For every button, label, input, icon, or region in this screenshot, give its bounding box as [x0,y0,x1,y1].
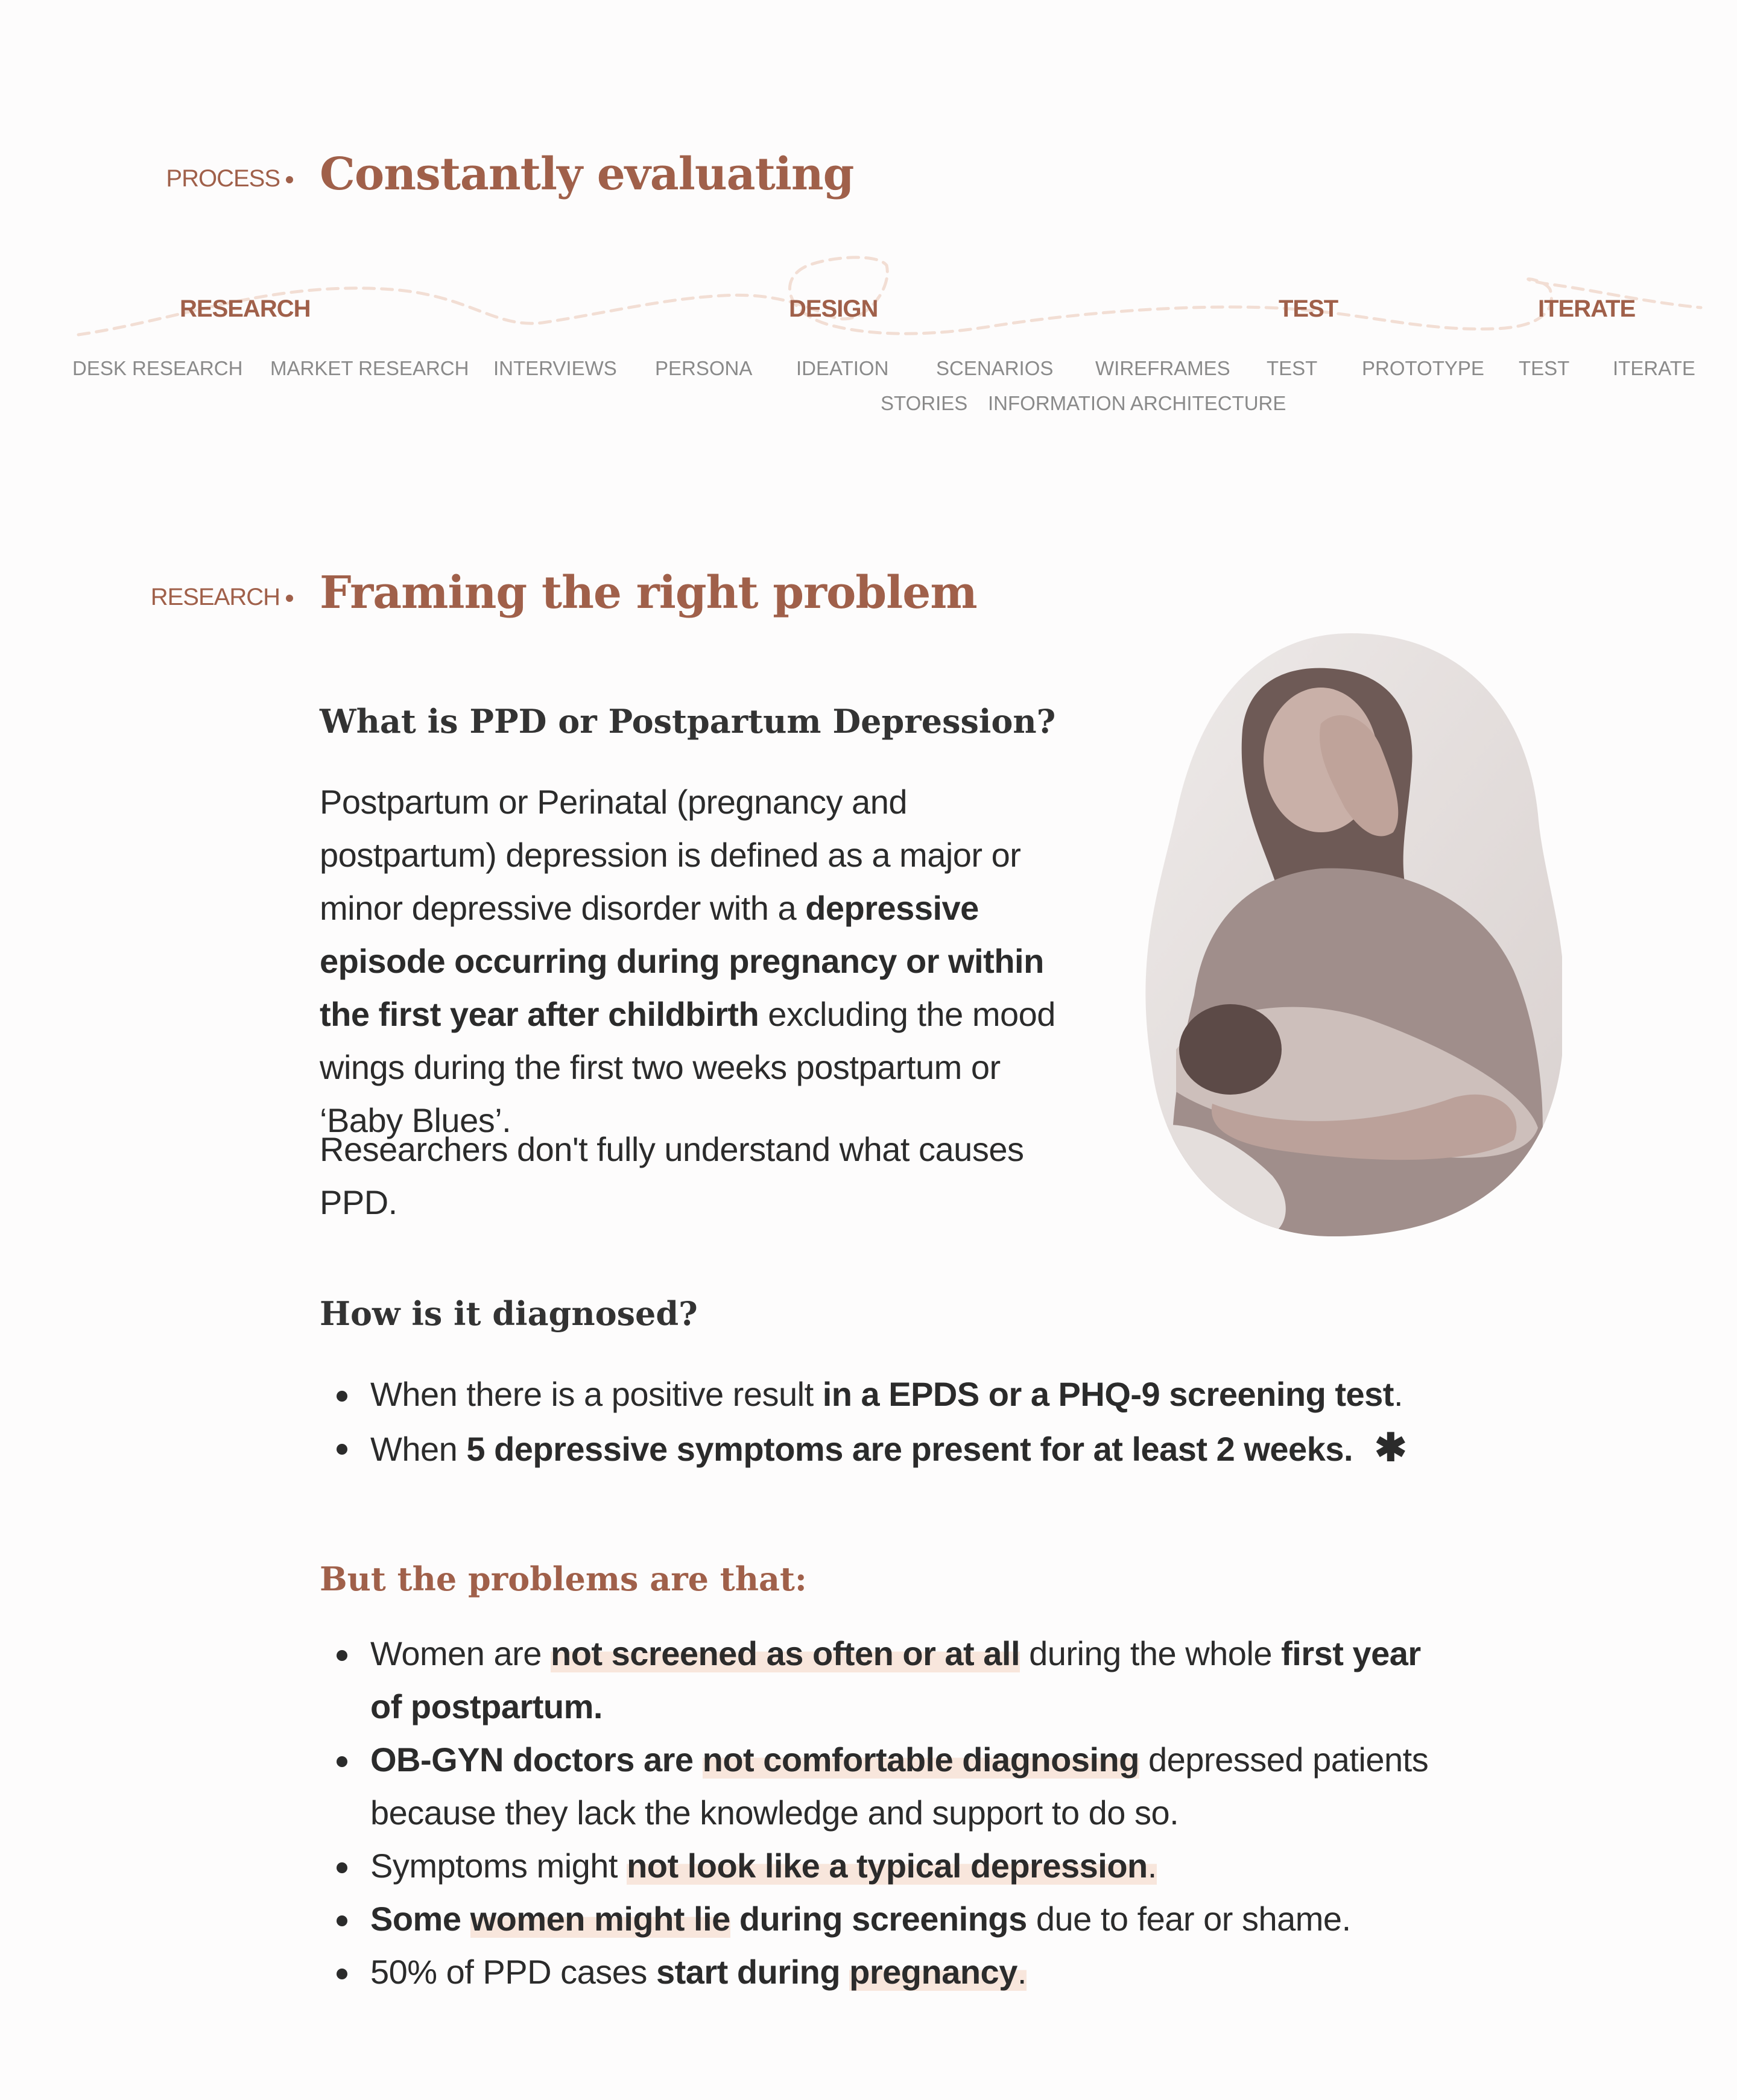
step-prototype: PROTOTYPE [1362,357,1484,379]
step-desk-research: DESK RESEARCH [72,357,243,379]
research-section-label [52,584,293,611]
process-path [78,258,1701,335]
definition-text-bold: depressive episode occurring during pregnancy or within the first year after childbirth [320,889,1044,1033]
list-item [320,1627,1441,1733]
list-item-text: due to fear or shame. [1027,1900,1351,1938]
list-item-bold: start during [656,1953,850,1991]
step-scenarios: SCENARIOS [936,357,1054,379]
step-iterate: ITERATE [1613,357,1695,379]
list-item [320,1733,1441,1839]
research-title: Framing the right problem [320,567,977,619]
phase-test: TEST [1279,296,1338,322]
step-persona: PERSONA [655,357,753,379]
list-item-text: . [1393,1375,1403,1413]
list-item-text: . [1147,1847,1157,1885]
definition-text-b: excluding the mood wings during the first two weeks postpartum or ‘Baby Blues’. [320,995,1055,1139]
process-label-text: PROCESS [166,165,280,192]
bullet-dot [286,176,293,183]
list-item-bold: OB-GYN doctors are [370,1741,703,1779]
problems-list [320,1627,1441,1999]
list-item-bold: Some [370,1900,470,1938]
list-item-bold: 5 depressive symptoms are present for at least 2 weeks. [466,1430,1353,1468]
step-market-research: MARKET RESEARCH [270,357,469,379]
list-item [320,1893,1441,1946]
list-item-text: When there is a positive result [370,1375,823,1413]
phase-design: DESIGN [789,296,878,322]
step-test-2: TEST [1519,357,1570,379]
list-item [320,1368,1466,1421]
diagnosed-heading: How is it diagnosed? [320,1294,698,1333]
phase-iterate: ITERATE [1538,296,1636,322]
list-item-text: Symptoms might [370,1847,627,1885]
list-item [320,1421,1466,1476]
list-item-bold: first year of postpartum. [370,1634,1421,1725]
step-interviews: INTERVIEWS [493,357,617,379]
process-title: Constantly evaluating [320,148,854,200]
research-label-text: RESEARCH [150,584,280,610]
list-item-text: . [1017,1953,1027,1991]
list-item-text: during the whole [1020,1634,1282,1672]
problems-heading: But the problems are that: [320,1560,807,1598]
highlighted-text: pregnancy [849,1953,1017,1991]
ppd-definition-paragraph [320,776,1092,1147]
causes-paragraph: Researchers don't fully understand what causes PPD. [320,1130,1024,1221]
diagnosis-list [320,1368,1466,1476]
bullet-dot [286,595,293,602]
process-section-label [52,165,293,192]
step-stories: STORIES [881,392,968,414]
list-item [320,1839,1441,1893]
list-item-text: Women are [370,1634,551,1672]
highlighted-text: not screened as often or at all [550,1634,1020,1672]
mother-baby-photo [1140,633,1562,1236]
highlighted-text: not look like a typical depression [627,1847,1148,1885]
asterisk-icon: ✱ [1375,1426,1407,1469]
definition-text-a: Postpartum or Perinatal (pregnancy and postpartum) depression is defined as a major or minor depressive disorder with a [320,783,1021,927]
step-wireframes: WIREFRAMES [1095,357,1230,379]
list-item-bold: during screenings [730,1900,1027,1938]
highlighted-text: not comfortable diagnosing [702,1741,1139,1779]
list-item-bold: in a EPDS or a PHQ-9 screening test [822,1375,1394,1413]
list-item-text: depressed patients because they lack the knowledge and support to do so. [370,1741,1429,1832]
list-item [320,1946,1441,1999]
step-information-architecture: INFORMATION ARCHITECTURE [988,392,1286,414]
step-test-1: TEST [1267,357,1318,379]
list-item-text: When [370,1430,467,1468]
step-ideation: IDEATION [796,357,889,379]
what-is-ppd-heading: What is PPD or Postpartum Depression? [320,702,1056,741]
phase-research: RESEARCH [180,296,311,322]
list-item-text: 50% of PPD cases [370,1953,656,1991]
highlighted-text: women might lie [470,1900,730,1938]
photo-baby-head [1179,1004,1282,1095]
